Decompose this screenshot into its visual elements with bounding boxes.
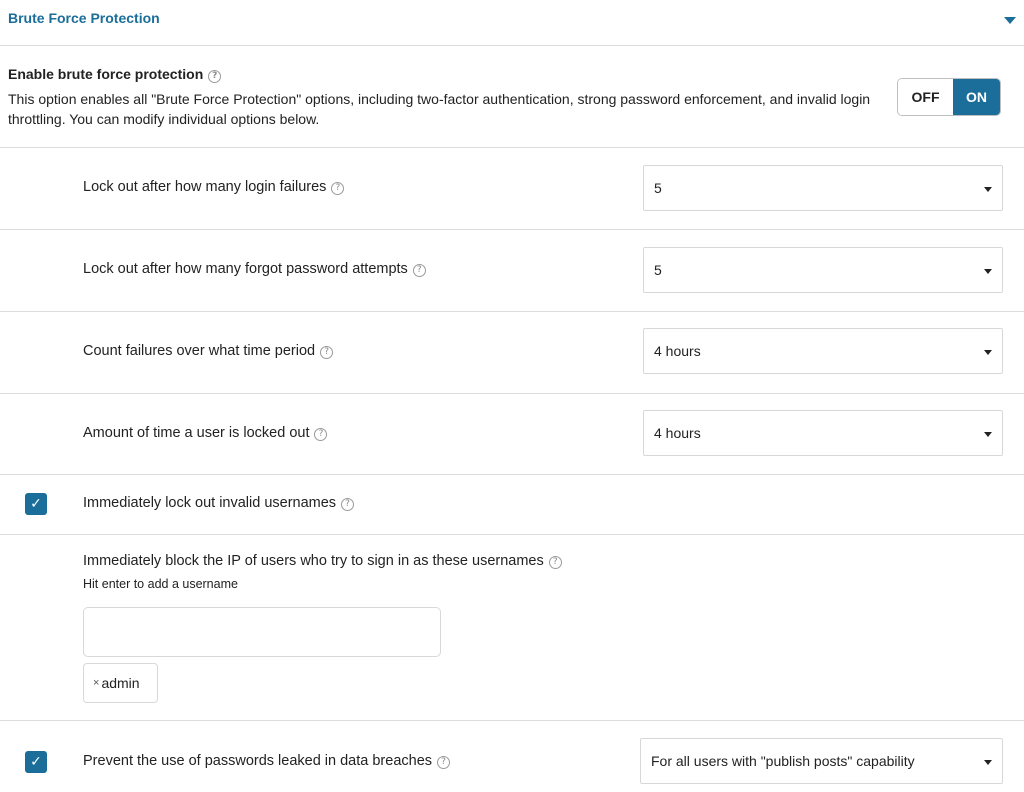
invalid-usernames-checkbox[interactable] <box>25 493 47 515</box>
username-tag-label: admin <box>101 675 140 691</box>
lockout-time-label-text: Amount of time a user is locked out <box>83 425 310 441</box>
help-icon[interactable]: ? <box>413 264 426 277</box>
enable-title <box>8 66 221 83</box>
forgot-password-select[interactable] <box>643 247 1003 293</box>
forgot-password-label <box>83 261 426 277</box>
toggle-off-button[interactable]: OFF <box>898 79 953 115</box>
panel-header[interactable] <box>0 0 1024 46</box>
username-tag-input[interactable] <box>83 607 441 657</box>
help-icon[interactable]: ? <box>437 756 450 769</box>
help-icon[interactable]: ? <box>208 70 221 83</box>
leaked-passwords-select[interactable] <box>640 738 1003 784</box>
login-failures-label-text: Lock out after how many login failures <box>83 179 327 195</box>
block-usernames-hint: Hit enter to add a username <box>83 577 238 591</box>
leaked-passwords-checkbox[interactable] <box>25 751 47 773</box>
leaked-passwords-value: For all users with "publish posts" capability <box>651 753 915 769</box>
help-icon[interactable]: ? <box>320 346 333 359</box>
forgot-password-label-text: Lock out after how many forgot password attempts <box>83 261 408 277</box>
help-icon[interactable]: ? <box>331 182 344 195</box>
help-icon[interactable]: ? <box>549 556 562 569</box>
enable-description: This option enables all "Brute Force Protection" options, including two-factor authentication, strong password enforcement, and invalid login throttling. You can modify individual options below. <box>8 91 871 127</box>
count-period-label-text: Count failures over what time period <box>83 343 316 359</box>
username-tag[interactable] <box>83 663 158 703</box>
dropdown-caret-icon <box>984 432 992 437</box>
enable-toggle[interactable] <box>897 78 1001 116</box>
leaked-passwords-label-text: Prevent the use of passwords leaked in data breaches <box>83 753 433 769</box>
collapse-caret-icon[interactable] <box>1004 17 1016 24</box>
count-period-value: 4 hours <box>654 343 701 359</box>
login-failures-label <box>83 179 344 195</box>
remove-tag-icon[interactable]: × <box>93 677 100 689</box>
dropdown-caret-icon <box>984 269 992 274</box>
help-icon[interactable]: ? <box>341 498 354 511</box>
dropdown-caret-icon <box>984 187 992 192</box>
forgot-password-value: 5 <box>654 262 662 278</box>
count-period-select[interactable] <box>643 328 1003 374</box>
enable-title-text: Enable brute force protection <box>8 66 204 82</box>
checkmark-icon: ✓ <box>30 754 42 770</box>
login-failures-value: 5 <box>654 180 662 196</box>
lockout-time-label <box>83 425 327 441</box>
checkmark-icon: ✓ <box>30 496 42 512</box>
invalid-usernames-label-text: Immediately lock out invalid usernames <box>83 495 337 511</box>
count-period-label <box>83 343 333 359</box>
login-failures-select[interactable] <box>643 165 1003 211</box>
lockout-time-value: 4 hours <box>654 425 701 441</box>
dropdown-caret-icon <box>984 760 992 765</box>
block-usernames-label-text: Immediately block the IP of users who try to sign in as these usernames <box>83 553 544 569</box>
lockout-time-select[interactable] <box>643 410 1003 456</box>
block-usernames-label <box>83 553 562 569</box>
leaked-passwords-label <box>83 753 450 769</box>
toggle-on-button[interactable]: ON <box>953 79 1000 115</box>
help-icon[interactable]: ? <box>314 428 327 441</box>
panel-title: Brute Force Protection <box>8 10 160 26</box>
dropdown-caret-icon <box>984 350 992 355</box>
invalid-usernames-label <box>83 495 354 511</box>
